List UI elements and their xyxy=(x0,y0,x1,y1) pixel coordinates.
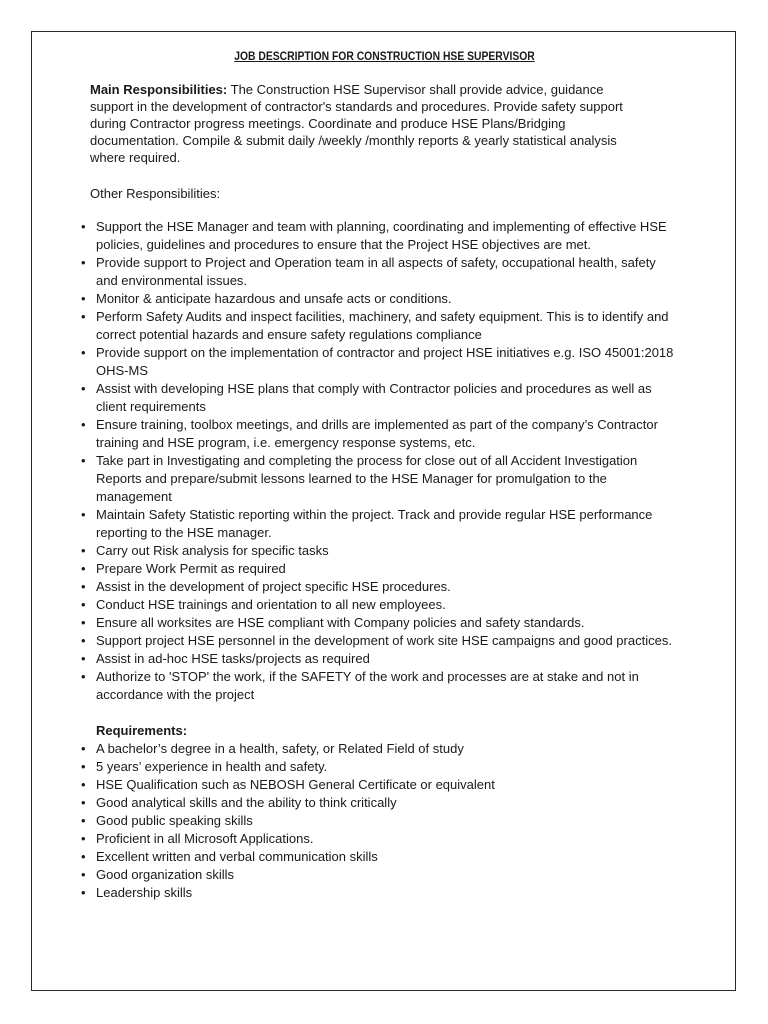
responsibility-item: • Ensure training, toolbox meetings, and drills are implemented as part of the company’s Contractor training and HSE program, i.e. emergency response systems, etc. xyxy=(81,416,681,452)
requirement-item: • Good organization skills xyxy=(81,866,681,884)
requirement-item: • Proficient in all Microsoft Applications. xyxy=(81,830,681,848)
requirement-item: • 5 years’ experience in health and safety. xyxy=(81,758,681,776)
main-responsibilities-text: The Construction HSE Supervisor shall provide advice, guidance support in the development of contractor's standards and procedures. Provide safety support during Contractor progress meetings. Coordinate and produce HSE Plans/Bridging documentation. Compile & submit daily /weekly /monthly reports & yearly statistical analysis where required. xyxy=(90,82,623,165)
responsibility-item: • Assist in the development of project specific HSE procedures. xyxy=(81,578,681,596)
responsibility-item: • Assist in ad-hoc HSE tasks/projects as required xyxy=(81,650,681,668)
responsibility-item: • Maintain Safety Statistic reporting within the project. Track and provide regular HSE performance reporting to the HSE manager. xyxy=(81,506,681,542)
responsibility-item: • Authorize to 'STOP' the work, if the SAFETY of the work and processes are at stake and not in accordance with the project xyxy=(81,668,681,704)
requirements-heading: Requirements: xyxy=(96,723,188,738)
requirement-item: • Excellent written and verbal communication skills xyxy=(81,848,681,866)
responsibility-item: • Assist with developing HSE plans that comply with Contractor policies and procedures as well as client requirements xyxy=(81,380,681,416)
requirement-item: • Leadership skills xyxy=(81,884,681,902)
responsibility-item: • Perform Safety Audits and inspect facilities, machinery, and safety equipment. This is to identify and correct potential hazards and ensure safety regulations compliance xyxy=(81,308,681,344)
requirement-item: • A bachelor’s degree in a health, safety, or Related Field of study xyxy=(81,740,681,758)
responsibility-item: • Support the HSE Manager and team with planning, coordinating and implementing of effective HSE policies, guidelines and procedures to ensure that the Project HSE objectives are met. xyxy=(81,218,681,254)
responsibility-item: • Provide support on the implementation of contractor and project HSE initiatives e.g. ISO 45001:2018 OHS-MS xyxy=(81,344,681,380)
responsibility-item: • Prepare Work Permit as required xyxy=(81,560,681,578)
other-responsibilities-heading: Other Responsibilities: xyxy=(90,186,221,201)
responsibility-item: • Support project HSE personnel in the development of work site HSE campaigns and good practices. xyxy=(81,632,681,650)
responsibility-item: • Monitor & anticipate hazardous and unsafe acts or conditions. xyxy=(81,290,681,308)
document-body xyxy=(90,81,690,902)
responsibility-item: • Conduct HSE trainings and orientation to all new employees. xyxy=(81,596,681,614)
document-page xyxy=(31,31,736,991)
responsibilities-list xyxy=(81,218,681,704)
requirement-item: • HSE Qualification such as NEBOSH General Certificate or equivalent xyxy=(81,776,681,794)
main-responsibilities-paragraph xyxy=(90,81,650,166)
responsibility-item: • Provide support to Project and Operation team in all aspects of safety, occupational health, safety and environmental issues. xyxy=(81,254,681,290)
responsibility-item: • Take part in Investigating and completing the process for close out of all Accident Investigation Reports and prepare/submit lessons learned to the HSE Manager for promulgation to the management xyxy=(81,452,681,506)
main-responsibilities-label: Main Responsibilities: xyxy=(90,82,228,97)
document-title: JOB DESCRIPTION FOR CONSTRUCTION HSE SUPERVISOR xyxy=(234,51,535,63)
requirement-item: • Good analytical skills and the ability to think critically xyxy=(81,794,681,812)
requirement-item: • Good public speaking skills xyxy=(81,812,681,830)
responsibility-item: • Carry out Risk analysis for specific tasks xyxy=(81,542,681,560)
responsibility-item: • Ensure all worksites are HSE compliant with Company policies and safety standards. xyxy=(81,614,681,632)
requirements-list xyxy=(81,740,681,902)
